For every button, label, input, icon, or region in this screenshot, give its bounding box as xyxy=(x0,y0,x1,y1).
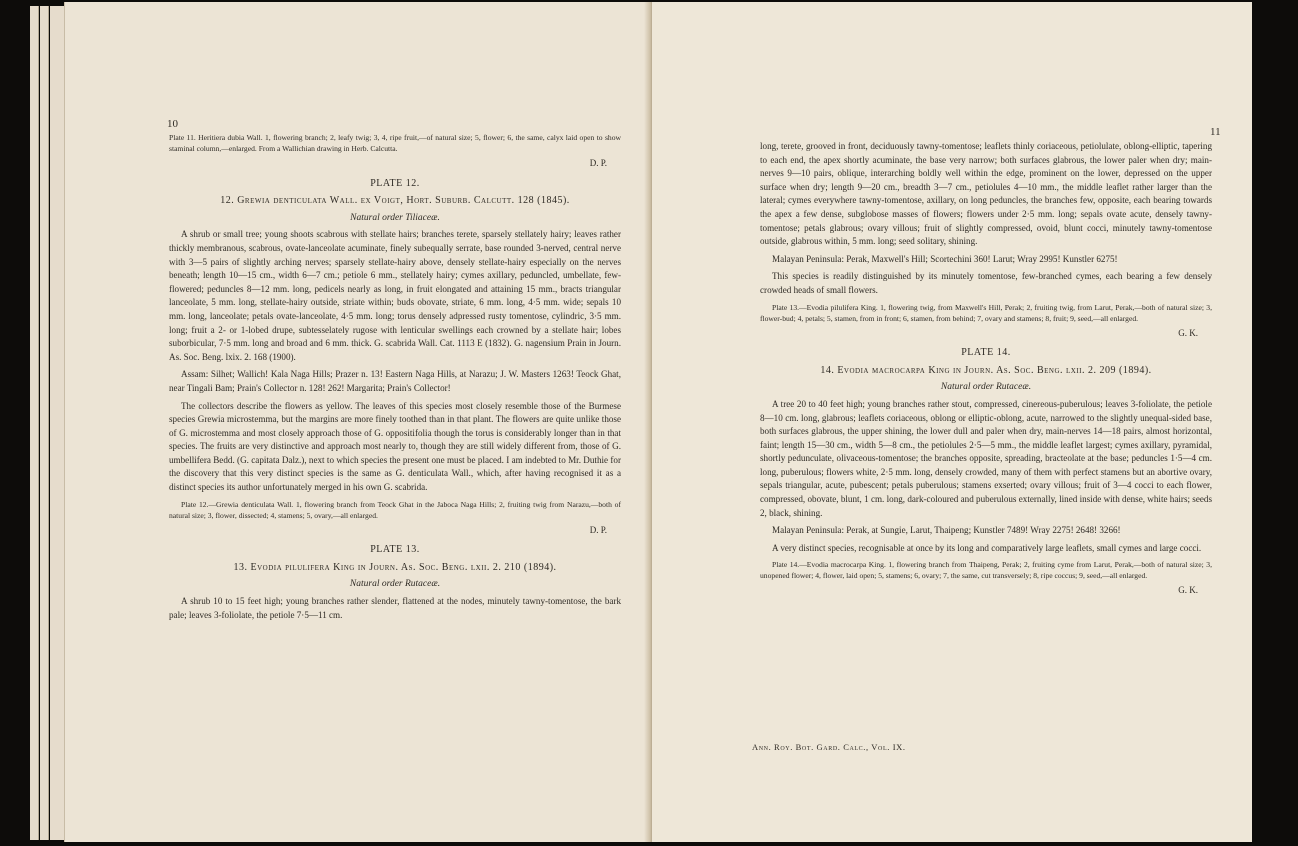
left-text-column xyxy=(169,132,621,626)
page-edge xyxy=(40,6,49,840)
journal-footer: Ann. Roy. Bot. Gard. Calc., Vol. IX. xyxy=(752,742,906,752)
plate12-natural-order: Natural order Tiliaceæ. xyxy=(350,212,440,223)
plate13-initials: G. K. xyxy=(1178,327,1198,338)
plate13-species-title: 13. Evodia pilulifera King in Journ. As. Soc. Beng. lxii. 2. 210 (1894). xyxy=(233,561,557,573)
plate11-initials: D. P. xyxy=(589,158,607,168)
right-page xyxy=(652,2,1252,842)
plate12-initials: D. P. xyxy=(589,524,607,535)
plate11-caption: Plate 11. Heritiera dubia Wall. 1, flowering branch; 2, leafy twig; 3, 4, ripe fruit,—of natural size; 5, flower; 6, the same, calyx laid open to show staminal column,—enlarged. From a Wallichian drawing in Herb. Calcutta. xyxy=(169,133,621,153)
plate13-caption: Plate 13.—Evodia pilulifera King. 1, flowering twig, from Maxwell's Hill, Perak; 2, fruiting twig, from Larut, Perak,—both of natural size; 3, flower-bud; 4, petals; 5, stamen, from in front; 6, stamen, from behind; 7, ovary and stamens; 8, fruit; 9, seed,—all enlarged. xyxy=(760,302,1212,323)
plate12-heading: PLATE 12. xyxy=(370,177,420,189)
plate13-localities: Malayan Peninsula: Perak, Maxwell's Hill; Scortechini 360! Larut; Wray 2995! Kunstler 6275! xyxy=(772,253,1118,264)
plate14-initials: G. K. xyxy=(1178,585,1198,596)
plate12-discussion: The collectors describe the flowers as yellow. The leaves of this species most closely resemble those of the Burmese species Grewia microstemma, but the margins are more finely toothed than in that plant. The flowers are quite unlike those of G. microstemma and most closely approach those of G. oppositifolia though the torus is considerably longer than in that species. The fruits are very distinctive and approach most nearly to, though they are still widely different from, those of G. umbellifera Bedd. (G. capitata Dalz.), next to which species the present one must be placed. I am indebted to Mr. Duthie for the discovery that this very distinct species is the same as G. denticulata Wall., which, after having recognised it as a distinct species its author unfortunately merged in his own G. scabrida. xyxy=(169,400,621,493)
plate14-caption: Plate 14.—Evodia macrocarpa King. 1, flowering branch from Thaipeng, Perak; 2, fruiting cyme from Larut, Perak,—both of natural size; 3, unopened flower; 4, flower, laid open; 5, stamens; 6, ovary; 7, the same, cut transversely; 8, ripe coccus; 9, seed,—all enlarged. xyxy=(760,560,1212,581)
plate13-note: This species is readily distinguished by its minutely tomentose, few-branched cymes, each bearing a few densely crowded heads of small flowers. xyxy=(760,271,1212,295)
plate12-caption: Plate 12.—Grewia denticulata Wall. 1, flowering branch from Teock Ghat in the Jaboca Naga Hills; 2, fruiting twig from Narazu,—both of natural size; 3, flower, dissected; 4, stamens; 5, ovary,—all enlarged. xyxy=(169,499,621,520)
plate12-localities: Assam: Silhet; Wallich! Kala Naga Hills; Prazer n. 13! Eastern Naga Hills, at Narazu; J. W. Masters 1263! Teock Ghat, near Tingali Bam; Prain's Collector n. 128! 262! Margarita; Prain's Collector! xyxy=(169,369,621,393)
page-number: 10 xyxy=(167,118,178,130)
plate13-description-cont: long, terete, grooved in front, deciduously tawny-tomentose; leaflets thinly coriaceous, petiolulate, oblong-elliptic, tapering to each end, the apex shortly acuminate, the base very narrow; both surfaces glabrous, the lower paler when dry; main-nerves 9—10 pairs, oblique, interarching boldly well within the edge, prominent on the lower, depressed on the upper surface when dry; length 9—20 cm., breadth 3—7 cm., petiolules 4—10 mm., the middle leaflet rather larger than the lateral; cymes everywhere tawny-tomentose, axillary, on long peduncles, the branches few, opposite, each bearing towards the apex a few dense, subglobose masses of flowers; flowers under 2·5 mm. long; sepals ovate acute, densely tawny-tomentose; petals glabrous; ovary villous; fruit of slightly compressed, ovoid, blunt cocci, minutely tawny-tomentose outside, glabrous within, 5 mm. long; seed solitary, shining. xyxy=(760,141,1212,247)
plate14-description: A tree 20 to 40 feet high; young branches rather stout, compressed, cinereous-puberulous; leaves 3-foliolate, the petiole 8—10 cm. long, glabrous; leaflets coriaceous, oblong or elliptic-oblong, acute, narrowed to the slightly unequal-sided base, both surfaces glabrous, the upper shining, the lower dull and paler when dry, main-nerves 14—18 pairs, almost horizontal, faint; length 15—30 cm., width 5—8 cm., the petiolules 2·5—5 mm., the middle leaflet largest; cymes axillary, pyramidal, shortly pedunculate, olivaceous-tomentose; the branches opposite, spreading, bracteolate at the base; peduncles 1·5—4 cm. long, puberulous; flowers white, 2·5 mm. long, densely crowded, many of them with perfect stamens but an abortive ovary, sepals triangular, acute, pubescent; petals puberulous; stamens exserted; ovary villous; fruit of 3—4 cocci to each flower, compressed, obovate, blunt, 1 cm. long, dark-coloured and puberulous externally, lined inside with dense, white hairs; seeds 2, black, shining. xyxy=(760,398,1212,518)
plate12-description: A shrub or small tree; young shoots scabrous with stellate hairs; branches terete, sparsely stellately hairy; leaves rather thickly membranous, scabrous, ovate-lanceolate acuminate, finely subequally serrate, base rounded 3-nerved, central nerve with 3—5 pairs of slightly arching nerves; sparsely stellate-hairy above, densely stellate-hairy especially on the nerves beneath; length 10—15 cm., width 6—7 cm.; petiole 6 mm., stellately hairy; cymes axillary, peduncled, umbellate, few-flowered; peduncles 8—12 mm. long, pedicels nearly as long, in fruit elongated and attaining 15 mm., bracts triangular lanceolate, 5 mm. long, stellate-hairy outside, striate within; buds obovate, striate, 6 mm. long, 4·5 mm. wide; sepals 10 mm. long, lanceolate; petals ovate-lanceolate, 4·5 mm. long; torus densely adpressed rusty tomentose, cylindric, 3·5 mm. long; fruit a 2- or 1-lobed drupe, subtesselately rugose with lenticular swellings each crowned by a stellate hair; lobes suborbicular, 7·5 mm. long and broad and 6 mm. thick. G. scabrida Wall. Cat. 1113 E (1832). G. nagensium Prain in Journ. As. Soc. Beng. lxix. 2. 168 (1900). xyxy=(169,229,621,362)
plate13-heading: PLATE 13. xyxy=(370,544,420,556)
right-text-column xyxy=(760,140,1212,600)
left-page xyxy=(64,2,649,842)
plate13-description-start: A shrub 10 to 15 feet high; young branches rather slender, flattened at the nodes, minutely tawny-tomentose, the bark pale; leaves 3-foliolate, the petiole 7·5—11 cm. xyxy=(169,596,621,620)
page-edge xyxy=(30,6,39,840)
plate14-localities: Malayan Peninsula: Perak, at Sungie, Larut, Thaipeng; Kunstler 7489! Wray 2275! 2648! 3266! xyxy=(772,525,1121,536)
page-number: 11 xyxy=(1210,126,1221,138)
plate14-species-title: 14. Evodia macrocarpa King in Journ. As. Soc. Beng. lxii. 2. 209 (1894). xyxy=(820,364,1152,376)
plate14-heading: PLATE 14. xyxy=(961,347,1011,359)
plate12-species-title: 12. Grewia denticulata Wall. ex Voigt, Hort. Suburb. Calcutt. 128 (1845). xyxy=(220,195,570,207)
plate13-natural-order: Natural order Rutaceæ. xyxy=(349,579,441,590)
plate14-natural-order: Natural order Rutaceæ. xyxy=(940,382,1032,393)
plate14-note: A very distinct species, recognisable at once by its long and comparatively large leaflets, small cymes and large cocci. xyxy=(772,542,1202,553)
